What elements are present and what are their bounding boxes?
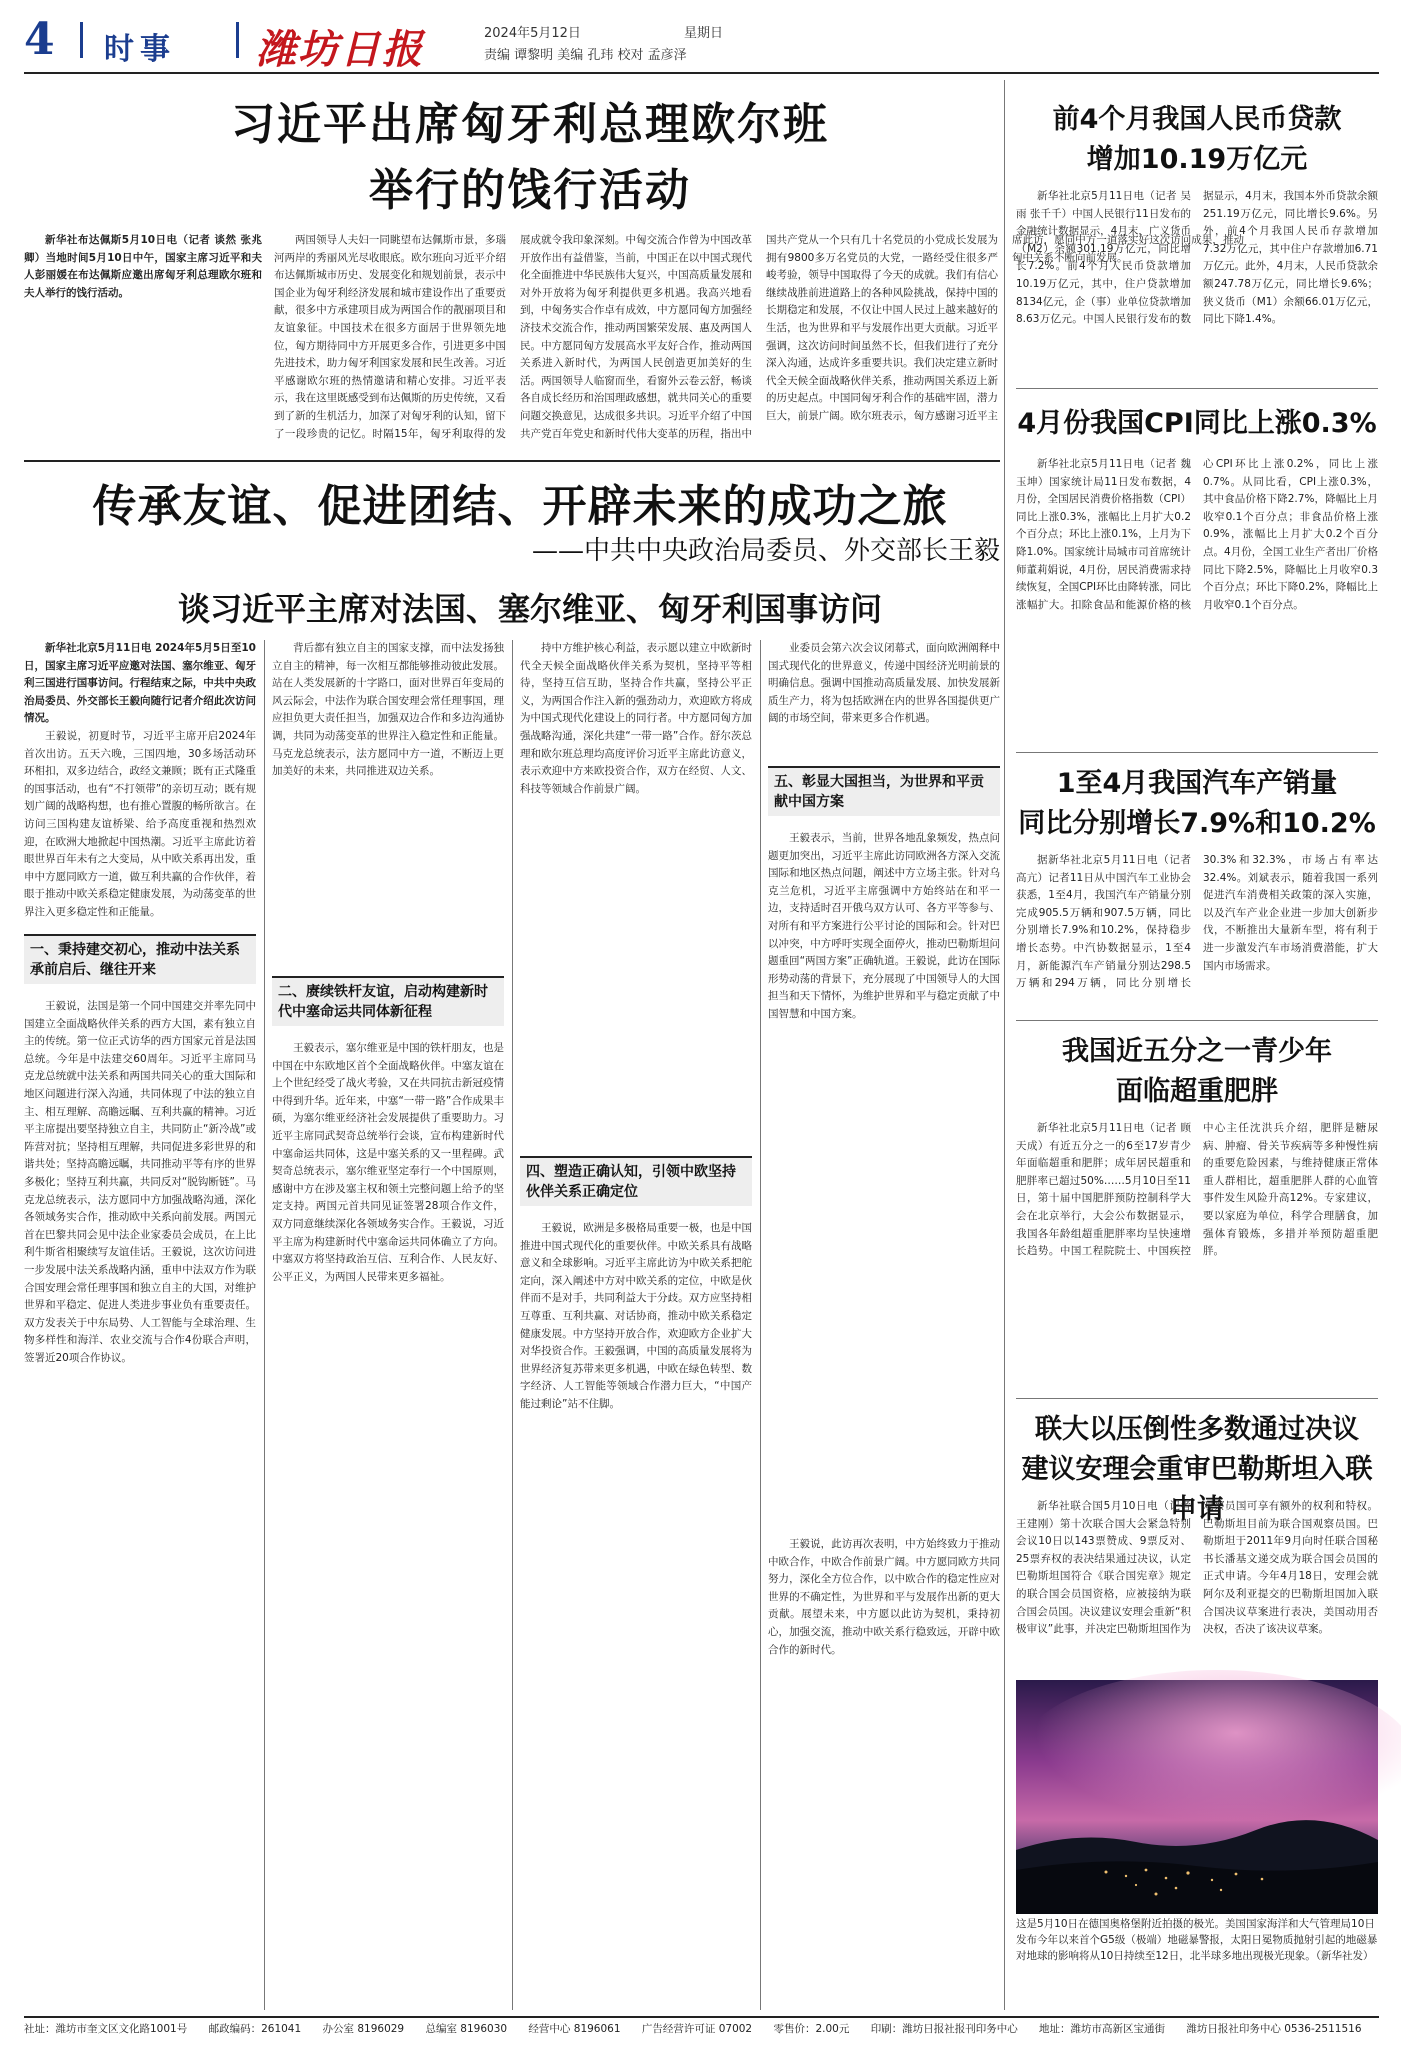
newspaper-logo: 潍坊日报 [256, 26, 424, 73]
article2-text-e: 持中方维护核心利益，表示愿以建立中欧新时代全天候全面战略伙伴关系为契机，坚持平等相待，坚持互信互助，坚持合作共赢，坚持公平正义，为两国合作注入新的强劲动力，欢迎欧方将成为中国式现代化建设上的同行者。中方愿同匈方加强战略沟通，深化共建“一带一路”合作。舒尔茨总理和欧尔班总理均高度评价习近平主席此访意义，表示欢迎中方来欧投资合作，双方在经贸、人文、科技等领域合作前景广阔。 [520, 642, 752, 795]
column-divider [760, 640, 761, 2010]
article2-col4-mid [768, 830, 1000, 1530]
article2-col1-bottom [24, 998, 256, 2010]
article2-text-d: 王毅表示，塞尔维亚是中国的铁杆朋友，也是中国在中东欧地区首个全面战略伙伴。中塞友谊在上个世纪经受了战火考验，又在共同抗击新冠疫情中得到升华。近年来，中塞“一带一路”合作成果丰硕，为塞尔维亚经济社会发展提供了重要助力。习近平主席同武契奇总统举行会谈，宣布构建新时代中塞命运共同体，这是中塞关系的又一里程碑。武契奇总统表示，塞尔维亚坚定奉行一个中国原则，感谢中方在涉及塞主权和领土完整问题上给予的坚定支持。两国元首共同见证签署28项合作文件，双方同意继续深化各领域务实合作。王毅说，习近平主席为构建新时代中塞命运共同体确立了方向。中塞双方将坚持政治互信、互利合作、人民友好、公平正义，为两国人民带来更多福祉。 [272, 1042, 504, 1283]
article2-deck: 谈习近平主席对法国、塞尔维亚、匈牙利国事访问 [177, 590, 882, 628]
footer-price: 零售价：2.00元 [773, 2023, 850, 2035]
right-article4-headline-line1: 我国近五分之一青少年 [1062, 1036, 1332, 1067]
article2-col3-top [520, 640, 752, 1150]
article2-text-h: 王毅表示，当前，世界各地乱象频发，热点问题更加突出，习近平主席此访同欧洲各方深入交流国际和地区热点问题，阐述中方立场主张。针对乌克兰危机，习近平主席强调中方始终站在和平一边，支持适时召开俄乌双方认可、各方平等参与、对所有和平方案进行公平讨论的国际和会。针对巴以冲突，中方呼吁实现全面停火，推动巴勒斯坦问题重回“两国方案”正确轨道。王毅说，此访在国际形势动荡的背景下，充分展现了中国领导人的大国担当和天下情怀，为维护世界和平与稳定贡献了中国智慧和中国方案。 [768, 832, 1000, 1020]
right-article2-text: 新华社北京5月11日电（记者 魏玉坤）国家统计局11日发布数据，4月份，全国居民消费价格指数（CPI）同比上涨0.3%，涨幅比上月扩大0.2个百分点；环比上涨0.1%，上月为下降1.0%。国家统计局城市司首席统计师董莉娟说，4月份，居民消费需求持续恢复，全国CPI环比由降转涨，同比涨幅扩大。扣除食品和能源价格的核心CPI环比上涨0.2%，同比上涨0.7%。从同比看，CPI上涨0.3%，其中食品价格下降2.7%，降幅比上月收窄0.1个百分点；非食品价格上涨0.9%，涨幅比上月扩大0.2个百分点。4月份，全国工业生产者出厂价格同比下降2.5%，降幅比上月收窄0.3个百分点；环比下降0.2%，降幅比上月收窄0.1个百分点。 [1016, 458, 1378, 611]
article-divider [1016, 388, 1378, 389]
right-article1-text: 新华社北京5月11日电（记者 吴雨 张千千）中国人民银行11日发布的金融统计数据显示，4月末，广义货币（M2）余额301.19万亿元，同比增长7.2%。前4个月人民币贷款增加10.19万亿元，其中，住户贷款增加8134亿元，企（事）业单位贷款增加8.63万亿元。中国人民银行发布的数据显示，4月末，我国本外币贷款余额251.19万亿元，同比增长9.6%。另外，前4个月我国人民币存款增加7.32万亿元，其中住户存款增加6.71万亿元。此外，4月末，人民币贷款余额247.78万亿元，同比增长9.6%；狭义货币（M1）余额66.01万亿元，同比下降1.4%。 [1016, 190, 1378, 326]
footer-hotline: 潍坊日报社印务中心 0536-2511516 [1186, 2023, 1362, 2035]
right-article3-headline [1016, 764, 1378, 844]
article2-subhead-2: 二、赓续铁杆友谊，启动构建新时代中塞命运共同体新征程 [272, 976, 504, 1026]
issue-weekday: 星期日 [684, 26, 724, 41]
right-article5-headline-line1: 联大以压倒性多数通过决议 [1035, 1414, 1359, 1445]
article2-text-b: 王毅说，法国是第一个同中国建交并率先同中国建立全面战略伙伴关系的西方大国，素有独立自主的传统。第一位正式访华的西方国家元首是法国总统。今年是中法建交60周年。习近平主席同马克龙总统就中法关系和两国共同关心的重大国际和地区问题进行深入沟通，共同体现了中法的独立自主、相互理解、高瞻远瞩、互利共赢的精神。习近平主席提出要坚持独立自主，共同防止“新冷战”或阵营对抗；坚持相互理解，共同促进多彩世界的和谐共处；坚持高瞻远瞩，共同推动平等有序的世界多极化；坚持互利共赢，共同反对“脱钩断链”。马克龙总统表示，法方愿同中方加强战略沟通，深化各领域务实合作，推动欧中关系向前发展。两国元首在巴黎共同会见中法企业家委员会成员，在上比利牛斯省相聚续写友谊佳话。王毅说，这次访问进一步发展中法关系战略内涵，重申中法双方作为联合国安理会常任理事国和独立自主的大国，对维护世界和平稳定、促进人类进步事业负有重要责任。双方发表关于中东局势、人工智能与全球治理、生物多样性和海洋、农业交流与合作4份联合声明，签署近20项合作协议。 [24, 1000, 256, 1364]
footer-printer: 印刷：潍坊日报社报刊印务中心 [870, 2023, 1018, 2035]
article2-col4-bottom [768, 1536, 1000, 2010]
article2-subhead-4: 五、彰显大国担当，为世界和平贡献中国方案 [768, 766, 1000, 816]
footer-ad: 经营中心 8196061 [528, 2023, 621, 2035]
article1-lead: 新华社布达佩斯5月10日电（记者 谈然 张兆卿）当地时间5月10日中午，国家主席习近平和夫人彭丽媛在布达佩斯应邀出席匈牙利总理欧尔班和夫人举行的饯行活动。 [24, 234, 262, 299]
article2-col3-bottom [520, 1220, 752, 2010]
article2-lead: 新华社北京5月11日电 2024年5月5日至10日，国家主席习近平应邀对法国、塞尔维亚、匈牙利三国进行国事访问。行程结束之际，中共中央政治局委员、外交部长王毅向随行记者介绍此次访问情况。 [24, 642, 256, 725]
article2-col2-bottom [272, 1040, 504, 2010]
article-divider [1016, 1398, 1378, 1399]
footer-printer-address: 地址：潍坊市高新区宝通街 [1039, 2023, 1166, 2035]
right-article3-text: 据新华社北京5月11日电（记者 高亢）记者11日从中国汽车工业协会获悉，1至4月，我国汽车产销量分别完成905.5万辆和907.5万辆，同比分别增长7.9%和10.2%，保持稳步增长态势。中汽协数据显示，1至4月，新能源汽车产销量分别达298.5万辆和294万辆，同比分别增长30.3%和32.3%，市场占有率达32.4%。刘斌表示，随着我国一系列促进汽车消费相关政策的深入实施，以及汽车产业企业进一步加大创新步伐，不断推出大量新车型，将有利于进一步激发汽车市场消费潜能，扩大国内市场需求。 [1016, 854, 1378, 990]
article2-subhead-1: 一、秉持建交初心，推动中法关系承前启后、继往开来 [24, 934, 256, 984]
article-divider [1016, 1020, 1378, 1021]
article2-text-i: 王毅说，此访再次表明，中方始终致力于推动中欧合作，中欧合作前景广阔。中方愿同欧方共同努力，深化全方位合作，以中欧合作的稳定性应对世界的不确定性，为世界和平与发展作出新的更大贡献。展望未来，中方愿以此访为契机，秉持初心，加强交流，推动中欧关系行稳致远，开辟中欧合作的新时代。 [768, 1538, 1000, 1656]
masthead [24, 0, 1379, 74]
issue-date: 2024年5月12日 [484, 26, 581, 41]
right-article4-text: 新华社北京5月11日电（记者 顾天成）有近五分之一的6至17岁青少年面临超重和肥胖；成年居民超重和肥胖率已超过50%……5月10日至11日，第十届中国肥胖预防控制科学大会在北京举行，大会公布数据显示，我国各年龄组超重肥胖率均呈快速增长趋势。中国工程院院士、中国疾控中心主任沈洪兵介绍，肥胖是糖尿病、肿瘤、骨关节疾病等多种慢性病的重要危险因素，与维持健康正常体重人群相比，超重肥胖人群的心血管事件发生风险升高12%。专家建议，要以家庭为单位，科学合理膳食，加强体育锻炼，多措并举预防超重肥胖。 [1016, 1122, 1378, 1258]
right-article3-body [1016, 852, 1378, 1012]
right-article1-headline-line2: 增加10.19万亿元 [1086, 144, 1308, 175]
right-article1-headline [1016, 100, 1378, 180]
article2-headline: 传承友谊、促进团结、开辟未来的成功之旅 [92, 481, 948, 532]
aurora-photo-image [1016, 1680, 1378, 1914]
column-divider [1004, 80, 1005, 2010]
right-article5-headline-line2: 建议安理会重审巴勒斯坦入联申请 [1021, 1454, 1373, 1525]
article-divider [24, 460, 1000, 462]
footer-address: 社址：潍坊市奎文区文化路1001号 [24, 2023, 188, 2035]
article1-headline-line1: 习近平出席匈牙利总理欧尔班 [231, 99, 829, 150]
section-name: 时事 [104, 32, 176, 67]
right-article1-headline-line1: 前4个月我国人民币贷款 [1052, 104, 1342, 135]
right-article4-headline-line2: 面临超重肥胖 [1116, 1076, 1278, 1107]
right-article2-body [1016, 456, 1378, 742]
article1-col1 [24, 232, 262, 454]
article2-col2-top [272, 640, 504, 970]
right-article5-body [1016, 1498, 1378, 1670]
right-article3-headline-line2: 同比分别增长7.9%和10.2% [1018, 808, 1376, 839]
masthead-divider [80, 22, 83, 58]
right-article1-body [1016, 188, 1378, 372]
right-article5-text: 新华社联合国5月10日电（记者 王建刚）第十次联合国大会紧急特别会议10日以143票赞成、9票反对、25票弃权的表决结果通过决议，认定巴勒斯坦国符合《联合国宪章》规定的联合国会员国资格，应被接纳为联合国会员国。决议建议安理会重新“积极审议”此事，并决定巴勒斯坦国作为观察员国可享有额外的权利和特权。巴勒斯坦目前为联合国观察员国。巴勒斯坦于2011年9月向时任联合国秘书长潘基文递交成为联合国会员国的正式申请。今年4月18日，安理会就阿尔及利亚提交的巴勒斯坦国加入联合国决议草案进行表决，美国动用否决权，否决了该决议草案。 [1016, 1500, 1378, 1636]
footer-license: 广告经营许可证 07002 [641, 2023, 753, 2035]
footer [24, 2016, 1379, 2040]
page-number: 4 [24, 14, 55, 65]
photo-caption: 这是5月10日在德国奥格堡附近拍摄的极光。美国国家海洋和大气管理局10日发布今年以来首个G5级（极端）地磁暴警报，太阳日冕物质抛射引起的地磁暴对地球的影响将从10日持续至12日，北半球多地出现极光现象。（新华社发） [1016, 1918, 1378, 1962]
article2-text-g: 业委员会第六次会议闭幕式，面向欧洲阐释中国式现代化的世界意义，传递中国经济光明前景的明确信息。强调中国推动高质量发展、加快发展新质生产力，将为包括欧洲在内的世界各国提供更广阔的市场空间，带来更多合作机遇。 [768, 642, 1000, 725]
article2-col1-top [24, 640, 256, 930]
article2-text-f: 王毅说，欧洲是多极格局重要一极，也是中国推进中国式现代化的重要伙伴。中欧关系具有战略意义和全球影响。习近平主席此访为中欧关系把舵定向，深入阐述中方对中欧关系的定位，中欧是伙伴而不是对手，共同利益大于分歧。双方应坚持相互尊重、互利共赢、对话协商，推动中欧关系稳定健康发展。中方坚持开放合作，欢迎欧方企业扩大对华投资合作。王毅强调，中国的高质量发展将为世界经济复苏带来更多机遇，中欧在绿色转型、数字经济、人工智能等领域合作潜力巨大，“中国产能过剩论”站不住脚。 [520, 1222, 752, 1410]
article2-text-c: 背后都有独立自主的国家支撑，而中法发扬独立自主的精神，每一次相互都能够推动彼此发展。站在人类发展新的十字路口，面对世界百年变局的风云际会，中法作为联合国安理会常任理事国，理应担负更大责任担当，加强双边合作和多边沟通协调，共同为动荡变革的世界注入稳定性和正能量。马克龙总统表示，法方愿同中方一道，不断迈上更加美好的未来，共同推进双边关系。 [272, 642, 504, 778]
editor-credits: 责编 谭黎明 美编 孔玮 校对 孟彦泽 [484, 48, 687, 63]
article2-subtitle: ——中共中央政治局委员、外交部长王毅 [531, 536, 1000, 566]
right-article4-body [1016, 1120, 1378, 1390]
article1-headline [60, 92, 1000, 224]
aurora-photo [1016, 1680, 1378, 1914]
right-article3-headline-line1: 1至4月我国汽车产销量 [1056, 768, 1338, 799]
article2-text-a: 王毅说，初夏时节，习近平主席开启2024年首次出访。五天六晚，三国四地，30多场活动环环相扣，双多边结合，政经文兼顾；既有正式隆重的国事活动，也有“不打领带”的亲切互动；既有规划广阔的战略构想，也有推心置腹的畅所欲言。在访问三国构建友谊桥梁、给予高度重视和热烈欢迎，在欧洲大地掀起中国热潮。习近平主席此访着眼世界百年未有之大变局，从中欧关系再出发，重申中方愿同欧方一道，做互利共赢的合作伙伴，着眼于推动中欧关系稳定健康发展，为动荡变革的世界注入更多稳定性和正能量。 [24, 729, 256, 918]
footer-postcode: 邮政编码：261041 [208, 2023, 302, 2035]
article2-col4-top [768, 640, 1000, 760]
article1-body-text: 两国领导人夫妇一同眺望布达佩斯市景，多瑙河两岸的秀丽风光尽收眼底。欧尔班向习近平介绍布达佩斯城市历史、发展变化和规划前景，表示中国企业为匈牙利经济发展和城市建设作出了重要贡献，很多中方承建项目成为两国合作的靓丽项目和友谊象征。中国技术在很多方面居于世界领先地位，匈方期待同中方开展更多合作，引进更多中国先进技术，助力匈牙利国家发展和民生改善。习近平感谢欧尔班的热情邀请和精心安排。习近平表示，我在这里既感受到布达佩斯的历史传统，又看到了新的生机活力，加深了对匈牙利的认知，留下了一段珍贵的记忆。时隔15年，匈牙利取得的发展成就令我印象深刻。中匈交流合作曾为中国改革开放作出有益借鉴，当前，中国正在以中国式现代化全面推进中华民族伟大复兴，中国高质量发展和对外开放将为匈牙利提供更多机遇。我高兴地看到，中匈务实合作卓有成效，中方愿同匈方加强经济技术交流合作，推动两国繁荣发展、惠及两国人民。中方愿同匈方发展高水平友好合作，推动两国关系进入新时代，为两国人民创造更加美好的生活。两国领导人临窗而坐，看窗外云卷云舒，畅谈各自成长经历和治国理政感想，就共同关心的重要问题交换意见，达成很多共识。习近平介绍了中国共产党百年党史和新时代伟大变革的历程，指出中国共产党从一个只有几十名党员的小党成长发展为拥有9800多万名党员的大党，一路经受住很多严峻考验，领导中国取得了今天的成就。我们有信心继续战胜前进道路上的各种风险挑战，保持中国的长期稳定和发展，不仅让中国人民过上越来越好的生活，也为世界和平与发展作出更大贡献。习近平强调，这次访问时间虽然不长，但我们进行了充分深入沟通，达成许多重要共识。我们决定建立新时代全天候全面战略伙伴关系，推动两国关系迈上新的历史起点。中国同匈牙利合作的基础牢固，潜力巨大，前景广阔。欧尔班表示，匈方感谢习近平主席此访，愿同中方一道落实好这次访问成果，推动匈中关系不断向前发展。 [274, 234, 1244, 440]
article-divider [1016, 752, 1378, 753]
article1-headline-line2: 举行的饯行活动 [369, 165, 691, 216]
right-article4-headline [1016, 1032, 1378, 1112]
footer-editorial: 总编室 8196030 [425, 2023, 508, 2035]
article2-subhead-3: 四、塑造正确认知，引领中欧坚持伙伴关系正确定位 [520, 1156, 752, 1206]
column-divider [264, 640, 265, 2010]
column-divider [512, 640, 513, 2010]
masthead-divider [236, 22, 239, 58]
footer-office: 办公室 8196029 [322, 2023, 405, 2035]
right-article2-headline: 4月份我国CPI同比上涨0.3% [1017, 408, 1377, 439]
